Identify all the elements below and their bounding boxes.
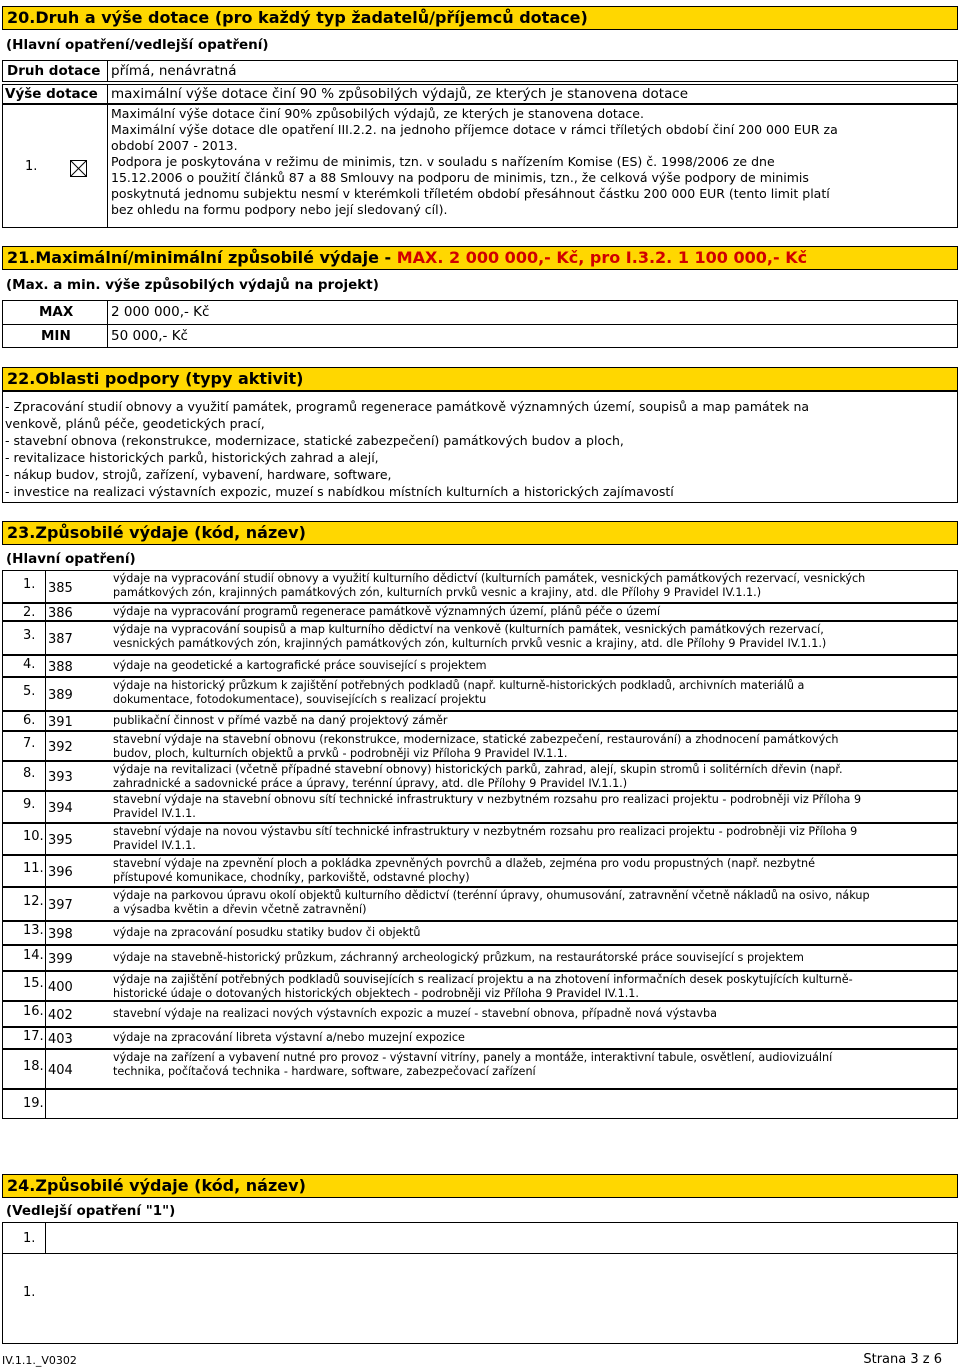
activity-line: - stavební obnova (rekonstrukce, modernizace, statické zabezpečení) památkových budov a ploch,: [5, 433, 624, 448]
section-22-body: [2, 391, 958, 503]
row-number: 12.: [23, 894, 44, 909]
table-row: [2, 603, 958, 621]
row-number: 18.: [23, 1059, 44, 1074]
section-24-heading: 24.Způsobilé výdaje (kód, název): [2, 1174, 958, 1198]
row-number: 9.: [23, 797, 36, 812]
table-row: [2, 1089, 958, 1119]
activity-line: venkově, plánů péče, geodetických prací,: [5, 416, 265, 431]
expense-code: 394: [48, 801, 73, 816]
row-number: 2.: [23, 605, 36, 620]
expense-description: výdaje na zajištění potřebných podkladů souvisejících s realizací projektu a na zhotovení informačních desek poskytujících kulturně- historické údaje o dotovaných historických objektech - podrobněji viz Příloha 9 Pravidel IV.1.1.: [113, 973, 853, 1000]
row-number: 15.: [23, 976, 44, 991]
row-number: 19.: [23, 1096, 44, 1111]
max-value: 2 000 000,- Kč: [111, 304, 210, 320]
section-21-subheading: (Max. a min. výše způsobilých výdajů na projekt): [6, 277, 379, 293]
table-row: [2, 1001, 958, 1027]
table-row: [2, 855, 958, 887]
expense-description: výdaje na zpracování libreta výstavní a/nebo muzejní expozice: [113, 1031, 465, 1044]
expense-code: 392: [48, 740, 73, 755]
table-row: [2, 1027, 958, 1049]
row-number: 16.: [23, 1004, 44, 1019]
table-row: [2, 731, 958, 761]
expense-description: stavební výdaje na stavební obnovu sítí technické infrastruktury v nezbytném rozsahu pro realizaci projektu - podrobněji viz Příloha 9 Pravidel IV.1.1.: [113, 793, 862, 820]
table-row: [2, 945, 958, 971]
row-number: 17.: [23, 1029, 44, 1044]
row-number: 5.: [23, 684, 36, 699]
row-number: 10.: [23, 829, 44, 844]
expense-description: výdaje na vypracování studií obnovy a využití kulturního dědictví (kulturních památek, vesnických památkových rezervací, vesnických památkových zón, krajinných památkových zón, kulturních prvků vesnic a krajiny, atd. dle Přílohy 9 Pravidel IV.1.1.): [113, 572, 866, 599]
row-number: 3.: [23, 628, 36, 643]
vyse-dotace-value: maximální výše dotace činí 90 % způsobilých výdajů, ze kterých je stanovena dotace: [111, 86, 689, 102]
section-20-heading: 20.Druh a výše dotace (pro každý typ žadatelů/příjemců dotace): [2, 6, 958, 30]
expense-code: 388: [48, 660, 73, 675]
activity-line: - revitalizace historických parků, historických zahrad a alejí,: [5, 450, 379, 465]
table-row: [2, 570, 958, 603]
section-20-item-1: [2, 104, 958, 228]
checked-checkbox-icon[interactable]: [70, 160, 88, 178]
item-number: 1.: [25, 159, 38, 174]
expense-code: 395: [48, 833, 73, 848]
expense-description: výdaje na historický průzkum k zajištění potřebných podkladů (např. kulturně-historických podkladů, archivních materiálů a dokumentace, fotodokumentace), souvisejících s realizací projektu: [113, 679, 805, 706]
expense-description: výdaje na zpracování posudku statiky budov či objektů: [113, 926, 421, 939]
table-row: [2, 823, 958, 855]
expense-description: výdaje na vypracování programů regenerace památkově významných území, plánů péče o území: [113, 605, 661, 618]
expense-code: 387: [48, 632, 73, 647]
vyse-dotace-row: [2, 84, 958, 104]
max-label: MAX: [39, 304, 74, 320]
table-row: [2, 711, 958, 731]
section-20-item-text: Maximální výše dotace činí 90% způsobilých výdajů, ze kterých je stanovena dotace. Maximální výše dotace dle opatření III.2.2. na jednoho příjemce dotace v rámci tříletých období činí 200 000 EUR za období 2007 - 2013. Podpora je poskytována v režimu de minimis, tzn. v souladu s nařízením Komise (ES) č. 1998/2006 ze dne 15.12.2006 o použití článků 87 a 88 Smlouvy na podporu de minimis, tzn., že celková výše podpory de minimis poskytnutá jednomu subjektu nesmí v kterémkoli tříletém období přesáhnout částku 200 000 EUR (tento limit platí bez ohledu na formu podpory nebo její sledovaný cíl).: [111, 106, 838, 217]
expense-description: výdaje na vypracování soupisů a map kulturního dědictví na venkově (kulturních památek, vesnických památkových rezervací, vesnických památkových zón, krajinných památkových zón, kulturních prvků vesnic a krajiny, atd. dle Přílohy 9 Pravidel IV.1.1.): [113, 623, 827, 650]
footer-document-code: IV.1.1._V0302: [2, 1354, 77, 1367]
section-23-heading: 23.Způsobilé výdaje (kód, název): [2, 521, 958, 545]
row-number: 1.: [23, 576, 36, 592]
min-value: 50 000,- Kč: [111, 328, 188, 344]
section-22-heading: 22.Oblasti podpory (typy aktivit): [2, 367, 958, 391]
expense-description: publikační činnost v přímé vazbě na daný projektový záměr: [113, 714, 448, 727]
row-number: 8.: [23, 766, 36, 781]
table-row: [2, 761, 958, 791]
section-24-item-number: 1.: [23, 1231, 36, 1246]
expense-code: 385: [48, 580, 73, 596]
section-24-item-number: 1.: [23, 1285, 36, 1300]
druh-dotace-label: Druh dotace: [7, 63, 101, 79]
table-row: [2, 677, 958, 711]
activity-line: - Zpracování studií obnovy a využití památek, programů regenerace památkově významných území, soupisů a map památek na: [5, 399, 810, 414]
section-21-heading: 21.Maximální/minimální způsobilé výdaje - MAX. 2 000 000,- Kč, pro I.3.2. 1 100 000,- Kč: [2, 246, 958, 270]
row-number: 4.: [23, 657, 36, 672]
table-row: [2, 1049, 958, 1089]
expense-description: výdaje na revitalizaci (včetně případné stavební obnovy) historických parků, zahrad, alejí, skupin stromů i solitérních dřevin (např. zahradnické a sadovnické práce a úpravy, terénní úpravy, atd. dle Přílohy 9 Pravidel IV.1.1.): [113, 763, 843, 790]
expense-code: 396: [48, 865, 73, 880]
expense-code: 399: [48, 952, 73, 967]
table-row: [2, 655, 958, 677]
expense-description: výdaje na parkovou úpravu okolí objektů kulturního dědictví (terénní úpravy, ohumusování, zatravnění včetně nákladů na osivo, nákup a výsadba květin a dřevin včetně zatravnění): [113, 889, 870, 916]
expense-code: 402: [48, 1008, 73, 1023]
druh-dotace-row: [2, 60, 958, 82]
expense-description: výdaje na stavebně-historický průzkum, záchranný archeologický průzkum, na restaurátorské práce související s projektem: [113, 951, 804, 964]
expense-code: 393: [48, 770, 73, 785]
expense-description: výdaje na zařízení a vybavení nutné pro provoz - výstavní vitríny, panely a montáže, interaktivní tabule, osvětlení, audiovizuální technika, počítačová technika - hardware, software, zabezpečovací zařízení: [113, 1051, 833, 1078]
footer-page-number: Strana 3 z 6: [863, 1352, 942, 1367]
table-row: [2, 921, 958, 945]
section-24-table: [2, 1222, 958, 1344]
section-24-subheading: (Vedlejší opatření "1"): [6, 1203, 176, 1219]
section-23-subheading: (Hlavní opatření): [6, 551, 136, 567]
row-number: 6.: [23, 713, 36, 728]
expense-description: výdaje na geodetické a kartografické práce související s projektem: [113, 659, 487, 672]
expense-code: 391: [48, 715, 73, 730]
row-number: 7.: [23, 736, 36, 751]
expense-code: 389: [48, 688, 73, 703]
table-row: [2, 971, 958, 1001]
expense-code: 400: [48, 980, 73, 995]
expense-description: stavební výdaje na zpevnění ploch a pokládka zpevněných povrchů a dlažeb, zejména pro vodu propustných (např. nezbytné přístupové komunikace, chodníky, parkoviště, odstavné plochy): [113, 857, 816, 884]
expense-code: 386: [48, 606, 73, 621]
row-number: 11.: [23, 861, 44, 876]
row-number: 13.: [23, 923, 44, 938]
table-row: [2, 887, 958, 921]
expense-code: 403: [48, 1032, 73, 1047]
expense-code: 397: [48, 898, 73, 913]
expense-description: stavební výdaje na stavební obnovu (rekonstrukce, modernizace, statické zabezpečení, restaurování) a zhodnocení památkových budov, ploch, kulturních objektů a prvků - podrobněji viz Příloha 9 Pravidel IV.1.1.: [113, 733, 839, 760]
expense-description: stavební výdaje na realizaci nových výstavních expozic a muzeí - stavební obnova, případně nová výstavba: [113, 1007, 717, 1020]
expense-code: 398: [48, 927, 73, 942]
expense-description: stavební výdaje na novou výstavbu sítí technické infrastruktury v nezbytném rozsahu pro realizaci projektu - podrobněji viz Příloha 9 Pravidel IV.1.1.: [113, 825, 858, 852]
activity-line: - nákup budov, strojů, zařízení, vybavení, hardware, software,: [5, 467, 392, 482]
expense-code: 404: [48, 1063, 73, 1078]
table-row: [2, 791, 958, 823]
row-number: 14.: [23, 948, 44, 963]
min-label: MIN: [41, 328, 71, 344]
vyse-dotace-label: Výše dotace: [5, 86, 98, 102]
section-20-subheading: (Hlavní opatření/vedlejší opatření): [6, 37, 269, 53]
activity-line: - investice na realizaci výstavních expozic, muzeí s nabídkou místních kulturních a historických zajímavostí: [5, 484, 674, 499]
table-row: [2, 621, 958, 655]
druh-dotace-value: přímá, nenávratná: [111, 63, 237, 79]
max-min-table: [2, 300, 958, 348]
